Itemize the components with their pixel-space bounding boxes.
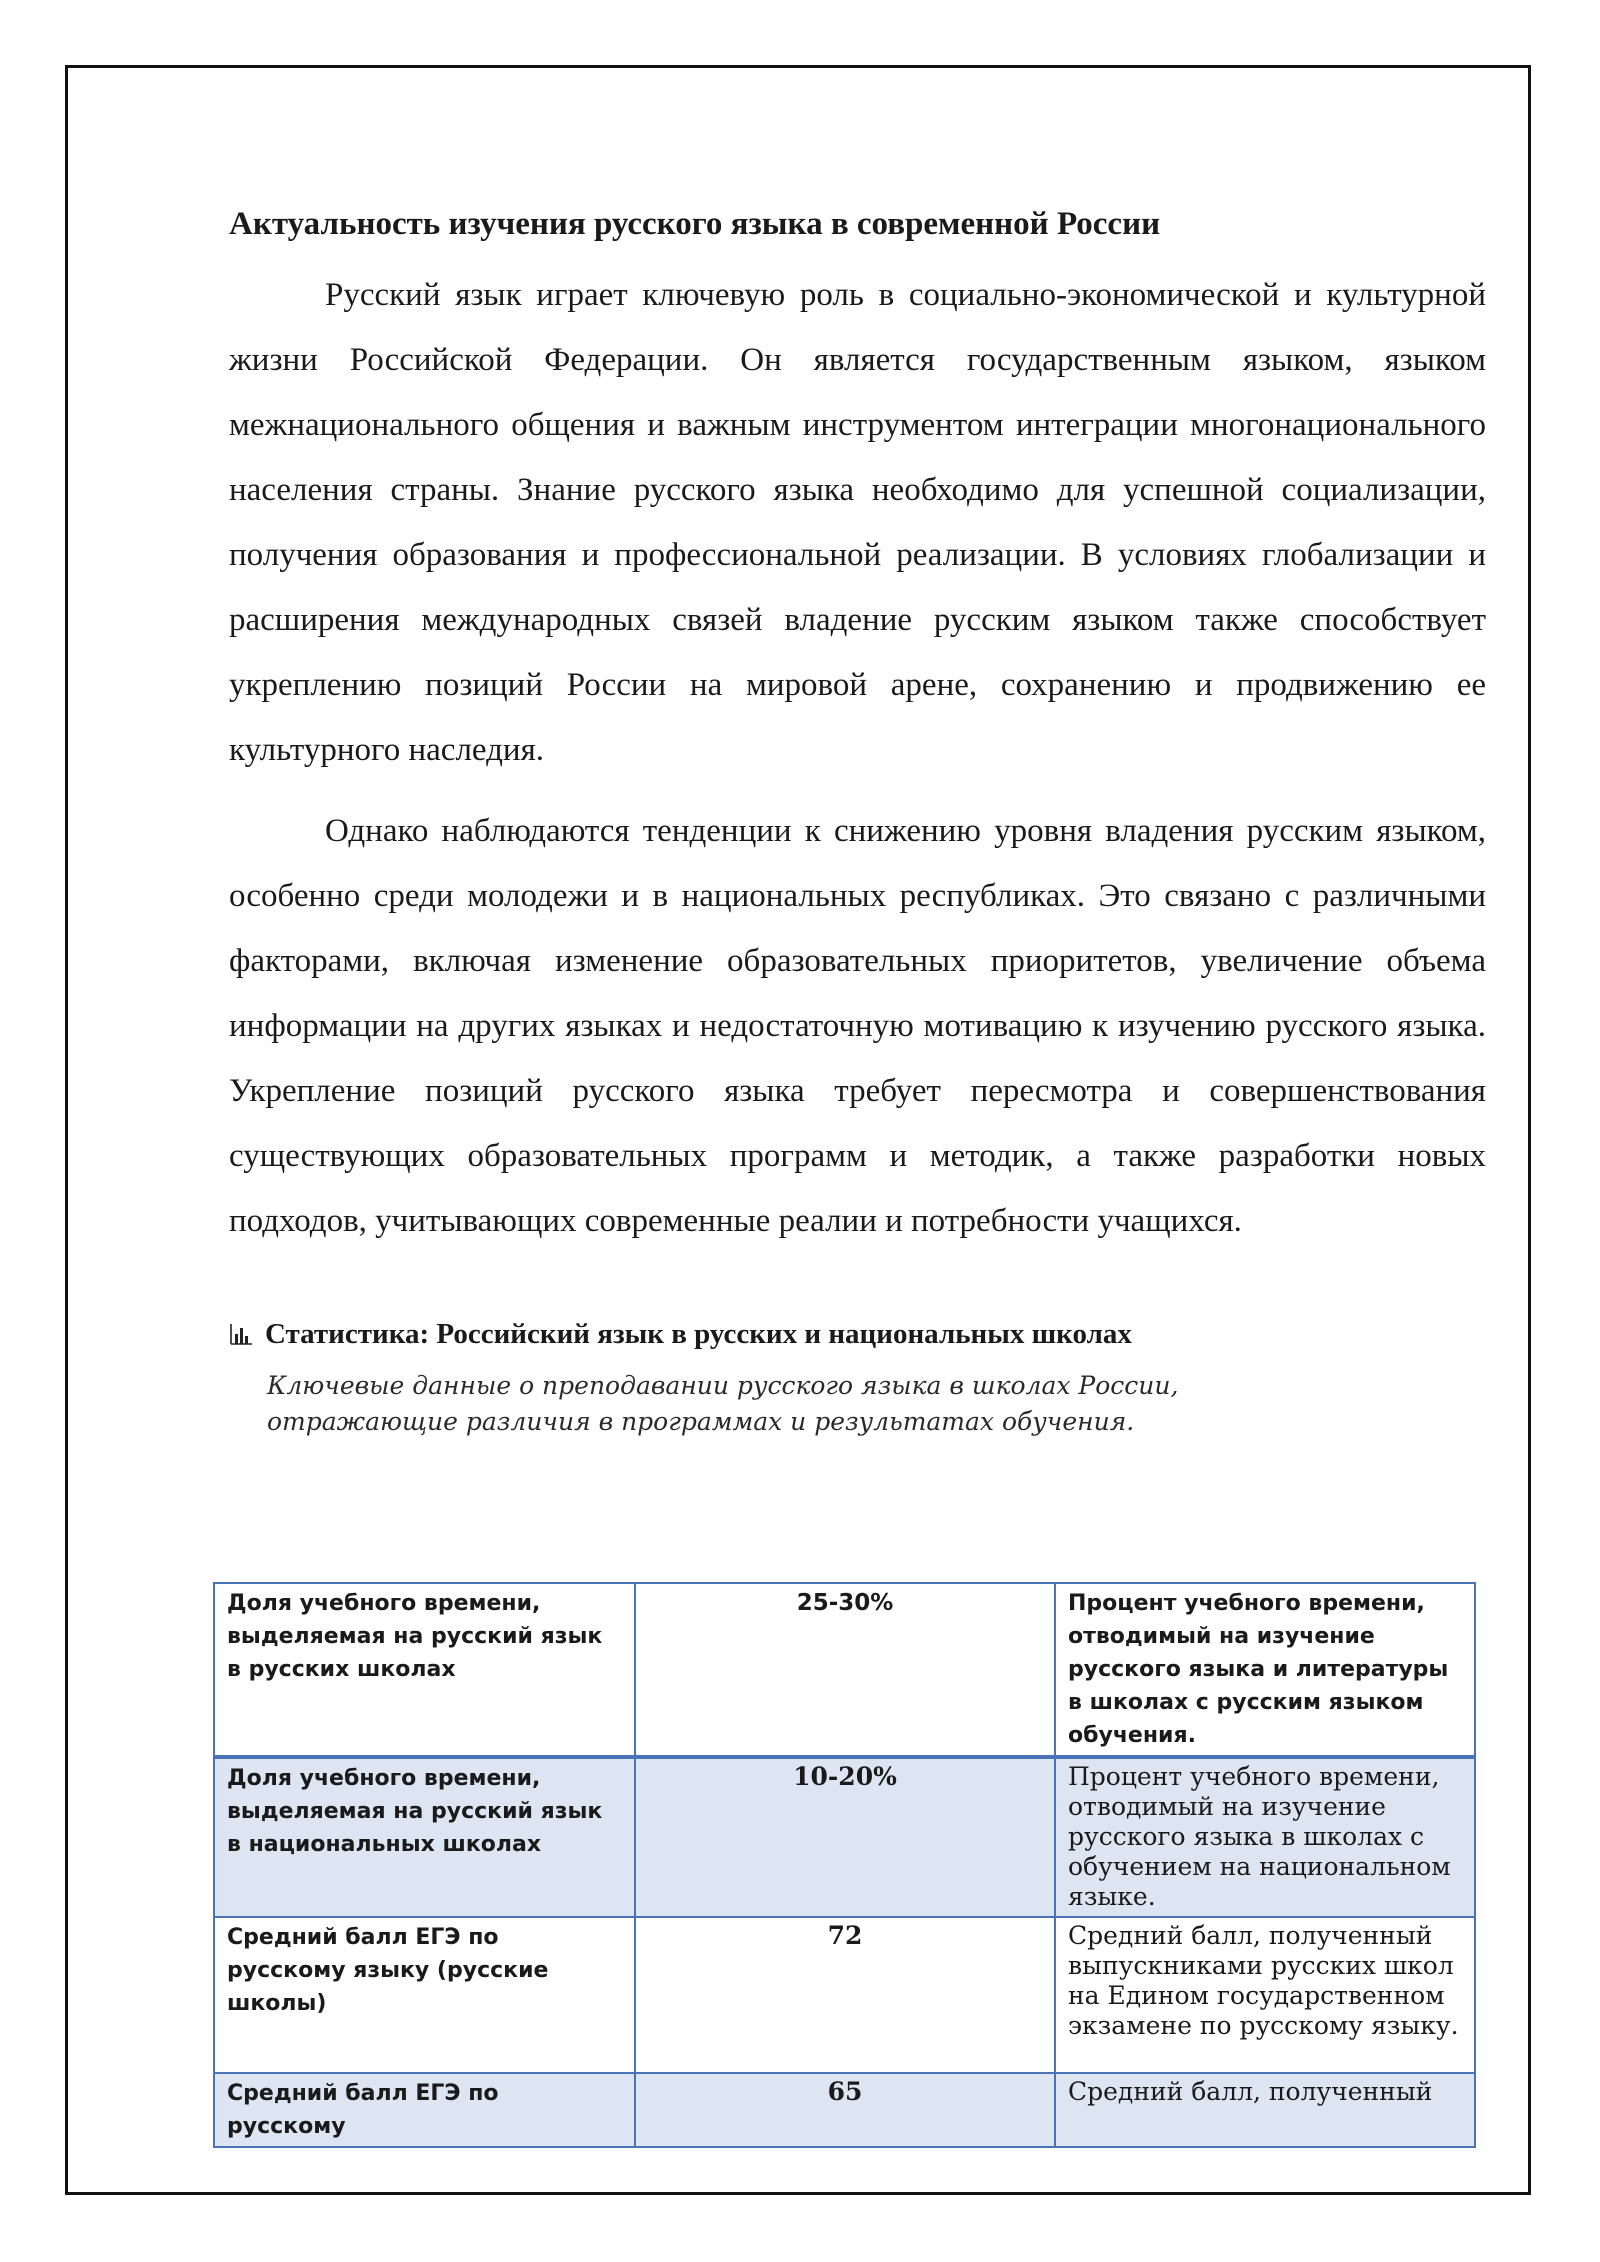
stats-title: Статистика: Российский язык в русских и национальных школах xyxy=(265,1318,1132,1350)
table-cell-description: Средний балл, полученный выпускниками русских школ на Едином государственном экзамене по русскому языку. xyxy=(1055,1917,1475,2073)
bar-chart-icon xyxy=(229,1322,253,1346)
stats-subtitle: Ключевые данные о преподавании русского языка в школах России, отражающие различия в программах и результатах обучения. xyxy=(267,1371,1179,1436)
table-cell-label: Средний балл ЕГЭ по русскому xyxy=(214,2073,635,2147)
table-row xyxy=(214,1757,1475,1917)
table-row xyxy=(214,1583,1475,1757)
table-row xyxy=(214,1917,1475,2073)
table-row xyxy=(214,2073,1475,2147)
table-cell-value: 72 xyxy=(635,1917,1055,2073)
document-title: Актуальность изучения русского языка в современной России xyxy=(229,206,1161,242)
table-cell-label: Доля учебного времени, выделяемая на русский язык в русских школах xyxy=(214,1583,635,1757)
table-cell-description: Средний балл, полученный xyxy=(1055,2073,1475,2147)
stats-table xyxy=(213,1582,1476,2148)
table-cell-description: Процент учебного времени, отводимый на изучение русского языка в школах с обучением на национальном языке. xyxy=(1055,1757,1475,1917)
table-cell-description: Процент учебного времени, отводимый на изучение русского языка и литературы в школах с русским языком обучения. xyxy=(1055,1583,1475,1757)
table-cell-value: 25-30% xyxy=(635,1583,1055,1757)
table-cell-label: Средний балл ЕГЭ по русскому языку (русские школы) xyxy=(214,1917,635,2073)
table-cell-value: 10-20% xyxy=(635,1757,1055,1917)
document-body xyxy=(229,198,1486,1440)
paragraph-2: Однако наблюдаются тенденции к снижению уровня владения русским языком, особенно среди молодежи и в национальных республиках. Это связано с различными факторами, включая изменение образовательных приоритетов, увеличение объема информации на других языках и недостаточную мотивацию к изучению русского языка. Укрепление позиций русского языка требует пересмотра и совершенствования существующих образовательных программ и методик, а также разработки новых подходов, учитывающих современные реалии и потребности учащихся. xyxy=(229,813,1486,1239)
table-cell-label: Доля учебного времени, выделяемая на русский язык в национальных школах xyxy=(214,1757,635,1917)
paragraph-1: Русский язык играет ключевую роль в социально-экономической и культурной жизни Российской Федерации. Он является государственным языком, языком межнационального общения и важным инструментом интеграции многонационального населения страны. Знание русского языка необходимо для успешной социализации, получения образования и профессиональной реализации. В условиях глобализации и расширения международных связей владение русским языком также способствует укреплению позиций России на мировой арене, сохранению и продвижению ее культурного наследия. xyxy=(229,277,1486,768)
table-cell-value: 65 xyxy=(635,2073,1055,2147)
stats-heading xyxy=(229,1314,1486,1354)
